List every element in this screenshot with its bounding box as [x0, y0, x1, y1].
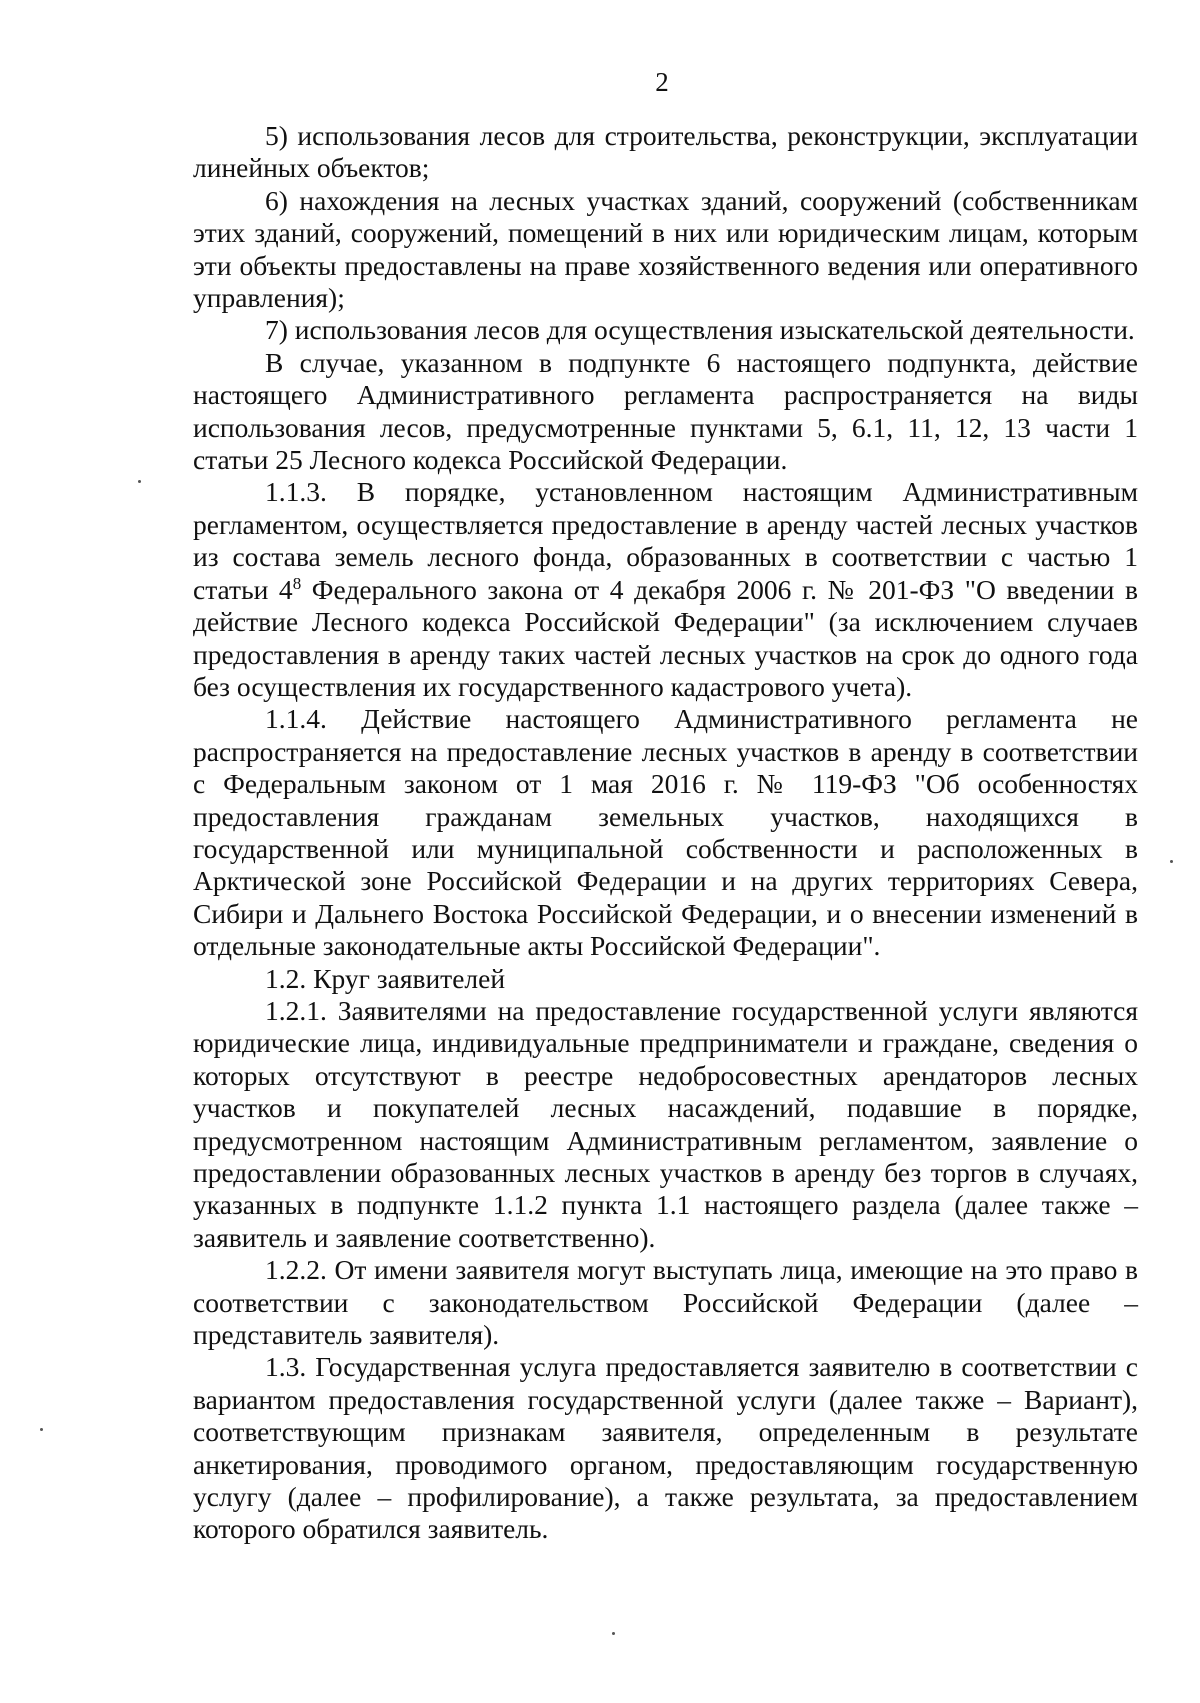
paragraph-1-1-4: 1.1.4. Действие настоящего Административного регламента не распространяется на предоставление лесных участков в аренду в соответствии с Федеральным законом от 1 мая 2016 г. № 119-ФЗ "Об особенностях предоставления гражданам земельных участков, находящихся в государственной или муниципальной собственности и расположенных в Арктической зоне Российской Федерации и на других территориях Севера, Сибири и Дальнего Востока Российской Федерации, и о внесении изменений в отдельные законодательные акты Российской Федерации".: [193, 703, 1138, 962]
paragraph-1-2-2: 1.2.2. От имени заявителя могут выступать лица, имеющие на это право в соответствии с законодательством Российской Федерации (далее – представитель заявителя).: [193, 1254, 1138, 1351]
paragraph-1-1-3-text-b: Федерального закона от 4 декабря 2006 г. № 201-ФЗ "О введении в действие Лесного кодекса Российской Федерации" (за исключением случаев предоставления в аренду таких частей лесных участков на срок до одного года без осуществления их государственного кадастрового учета).: [193, 573, 1138, 702]
paragraph-item-5: 5) использования лесов для строительства, реконструкции, эксплуатации линейных объектов;: [193, 120, 1138, 184]
scan-speck: [612, 1632, 615, 1635]
paragraph-item-7: 7) использования лесов для осуществления изыскательской деятельности.: [265, 314, 1135, 346]
section-heading-1-2: 1.2. Круг заявителей: [265, 962, 506, 994]
superscript: 8: [292, 573, 302, 593]
scan-speck: [1170, 860, 1173, 863]
paragraph-1-3: 1.3. Государственная услуга предоставляется заявителю в соответствии с вариантом предоставления государственной услуги (далее также – Вариант), соответствующим признакам заявителя, определенным в результате анкетирования, проводимого органом, предоставляющим государственную услугу (далее – профилирование), а также результата, за предоставлением которого обратился заявитель.: [193, 1351, 1138, 1545]
document-body: [193, 120, 1138, 1546]
scan-speck: [138, 480, 141, 483]
scan-speck: [40, 1428, 43, 1431]
paragraph-item-6: 6) нахождения на лесных участках зданий, сооружений (собственникам этих зданий, сооружений, помещений в них или юридическим лицам, которым эти объекты предоставлены на праве хозяйственного ведения или оперативного управления);: [193, 184, 1138, 314]
page-number: 2: [655, 67, 669, 97]
paragraph-case-6: В случае, указанном в подпункте 6 настоящего подпункта, действие настоящего Административного регламента распространяется на виды использования лесов, предусмотренные пунктами 5, 6.1, 11, 12, 13 части 1 статьи 25 Лесного кодекса Российской Федерации.: [193, 346, 1138, 476]
paragraph-1-1-3: [193, 476, 1138, 703]
paragraph-1-2-1: 1.2.1. Заявителями на предоставление государственной услуги являются юридические лица, индивидуальные предприниматели и граждане, сведения о которых отсутствуют в реестре недобросовестных арендаторов лесных участков и покупателей лесных насаждений, подавшие в порядке, предусмотренном настоящим Административным регламентом, заявление о предоставлении образованных лесных участков в аренду без торгов в случаях, указанных в подпункте 1.1.2 пункта 1.1 настоящего раздела (далее также – заявитель и заявление соответственно).: [193, 994, 1138, 1253]
paragraph-1-1-3-text-a: 1.1.3. В порядке, установленном настоящим Административным регламентом, осуществляется предоставление в аренду частей лесных участков из состава земель лесного фонда, образованных в соответствии с частью 1 статьи 4: [193, 476, 1138, 605]
